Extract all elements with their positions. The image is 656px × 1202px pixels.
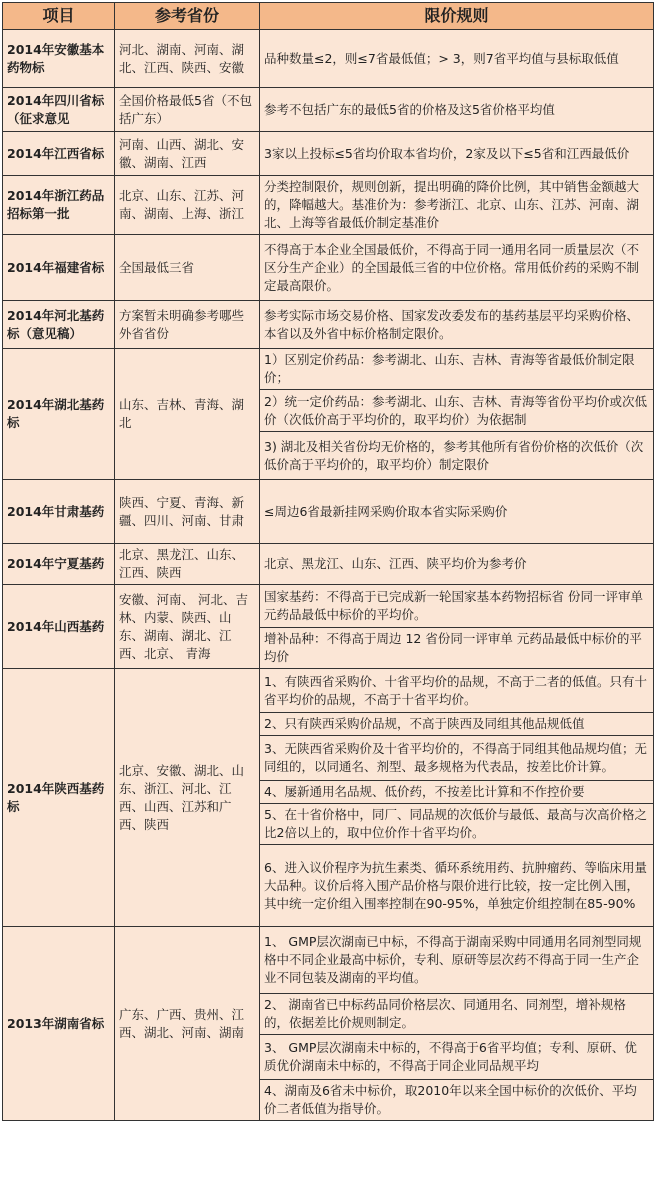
rule-cell: 3家以上投标≤5省均价取本省均价，2家及以下≤5省和江西最低价 xyxy=(260,132,654,176)
rule-cell: 4、湖南及6省未中标价，取2010年以来全国中标价的次低价、平均价二者低值为指导价。 xyxy=(260,1080,654,1121)
project-cell: 2014年山西基药 xyxy=(3,585,115,669)
rule-cell: 北京、黑龙江、山东、江西、陕平均价为参考价 xyxy=(260,544,654,585)
provinces-cell: 山东、吉林、青海、湖北 xyxy=(115,349,260,480)
rule-cell: 品种数量≤2，则≤7省最低值；> 3，则7省平均值与县标取低值 xyxy=(260,30,654,88)
table-body xyxy=(3,30,654,1121)
project-cell: 2014年河北基药 标（意见稿） xyxy=(3,301,115,349)
rule-cell: 1）区别定价药品：参考湖北、山东、吉林、青海等省最低价制定限价； xyxy=(260,349,654,390)
project-cell: 2014年江西省标 xyxy=(3,132,115,176)
rule-cell: 6、进入议价程序为抗生素类、循环系统用药、抗肿瘤药、等临床用量大品种。议价后将入围产品价格与限价进行比较，按一定比例入围，其中统一定价组入围率控制在90-95%，单独定价组控制在85-90% xyxy=(260,845,654,927)
project-cell: 2014年宁夏基药 xyxy=(3,544,115,585)
table-row xyxy=(3,301,654,349)
provinces-cell: 全国最低三省 xyxy=(115,235,260,301)
provinces-cell: 全国价格最低5省（不包括广东） xyxy=(115,88,260,132)
provinces-cell: 河南、山西、湖北、安徽、湖南、江西 xyxy=(115,132,260,176)
table-row xyxy=(3,927,654,994)
project-cell: 2014年福建省标 xyxy=(3,235,115,301)
rule-cell: 1、 GMP层次湖南已中标，不得高于湖南采购中同通用名同剂型同规格中不同企业最高中标价，专利、原研等层次药不得高于同一生产企业不同包装及湖南的平均值。 xyxy=(260,927,654,994)
project-cell: 2014年湖北基药标 xyxy=(3,349,115,480)
header-project: 项目 xyxy=(3,3,115,30)
rule-cell: 分类控制限价，规则创新，提出明确的降价比例，其中销售金额越大的，降幅越大。基准价为：参考浙江、北京、山东、江苏、河南、湖北、上海等省最低价制定基准价 xyxy=(260,176,654,235)
rule-cell: 参考不包括广东的最低5省的价格及这5省价格平均值 xyxy=(260,88,654,132)
project-cell: 2014年甘肃基药 xyxy=(3,480,115,544)
provinces-cell: 安徽、河南、 河北、吉林、内蒙、陕西、山东、湖南、湖北、江西、北京、 青海 xyxy=(115,585,260,669)
rule-cell: 国家基药：不得高于已完成新一轮国家基本药物招标省 份同一评审单元药品最低中标价的平均价。 xyxy=(260,585,654,628)
table-row xyxy=(3,349,654,390)
table-row xyxy=(3,132,654,176)
rule-cell: 3、 GMP层次湖南未中标的，不得高于6省平均值；专利、原研、优质优价湖南未中标的，不得高于同企业同品规平均 xyxy=(260,1035,654,1080)
provinces-cell: 北京、山东、江苏、河南、湖南、上海、浙江 xyxy=(115,176,260,235)
rule-cell: 2、只有陕西采购价品规，不高于陕西及同组其他品规低值 xyxy=(260,713,654,736)
rule-cell: 增补品种：不得高于周边 12 省份同一评审单 元药品最低中标价的平均价 xyxy=(260,628,654,669)
provinces-cell: 广东、广西、贵州、江西、湖北、河南、湖南 xyxy=(115,927,260,1121)
rule-cell: 3) 湖北及相关省份均无价格的，参考其他所有省份价格的次低价（次低价高于平均价的，取平均价）制定限价 xyxy=(260,432,654,480)
rule-cell: 2、 湖南省已中标药品同价格层次、同通用名、同剂型，增补规格的，依据差比价规则制定。 xyxy=(260,994,654,1035)
project-cell: 2013年湖南省标 xyxy=(3,927,115,1121)
rule-cell: ≤周边6省最新挂网采购价取本省实际采购价 xyxy=(260,480,654,544)
project-cell: 2014年安徽基本药物标 xyxy=(3,30,115,88)
table-row xyxy=(3,544,654,585)
rule-cell: 参考实际市场交易价格、国家发改委发布的基药基层平均采购价格、本省以及外省中标价格制定限价。 xyxy=(260,301,654,349)
provinces-cell: 河北、湖南、河南、湖北、江西、陕西、安徽 xyxy=(115,30,260,88)
header-rules: 限价规则 xyxy=(260,3,654,30)
table-row xyxy=(3,88,654,132)
rule-cell: 1、有陕西省采购价、十省平均价的品规，不高于二者的低值。只有十省平均价的品规，不高于十省平均价。 xyxy=(260,669,654,713)
project-cell: 2014年浙江药品招标第一批 xyxy=(3,176,115,235)
header-row xyxy=(3,3,654,30)
table-row xyxy=(3,176,654,235)
provinces-cell: 陕西、宁夏、青海、新疆、四川、河南、甘肃 xyxy=(115,480,260,544)
provinces-cell: 北京、黑龙江、山东、江西、陕西 xyxy=(115,544,260,585)
provinces-cell: 方案暂未明确参考哪些外省省份 xyxy=(115,301,260,349)
rule-cell: 4、屡新通用名品规、低价药，不按差比计算和不作控价要 xyxy=(260,781,654,804)
table-row xyxy=(3,585,654,628)
rule-cell: 2）统一定价药品：参考湖北、山东、吉林、青海等省份平均价或次低价（次低价高于平均价的，取平均价）为依据制 xyxy=(260,390,654,432)
rule-cell: 不得高于本企业全国最低价，不得高于同一通用名同一质量层次（不区分生产企业）的全国最低三省的中位价格。常用低价药的采购不制定最高限价。 xyxy=(260,235,654,301)
table-row xyxy=(3,235,654,301)
table-row xyxy=(3,480,654,544)
table-row xyxy=(3,30,654,88)
rule-cell: 3、无陕西省采购价及十省平均价的，不得高于同组其他品规均值；无同组的，以同通名、剂型、最多规格为代表品，按差比价计算。 xyxy=(260,736,654,781)
provinces-cell: 北京、安徽、湖北、山东、浙江、河北、江西、山西、江苏和广西、陕西 xyxy=(115,669,260,927)
header-provinces: 参考省份 xyxy=(115,3,260,30)
table-row xyxy=(3,669,654,713)
project-cell: 2014年四川省标（征求意见 xyxy=(3,88,115,132)
project-cell: 2014年陕西基药标 xyxy=(3,669,115,927)
rule-cell: 5、在十省价格中，同厂、同品规的次低价与最低、最高与次高价格之比2倍以上的，取中位价作十省平均价。 xyxy=(260,804,654,845)
price-limit-table xyxy=(2,2,654,1121)
